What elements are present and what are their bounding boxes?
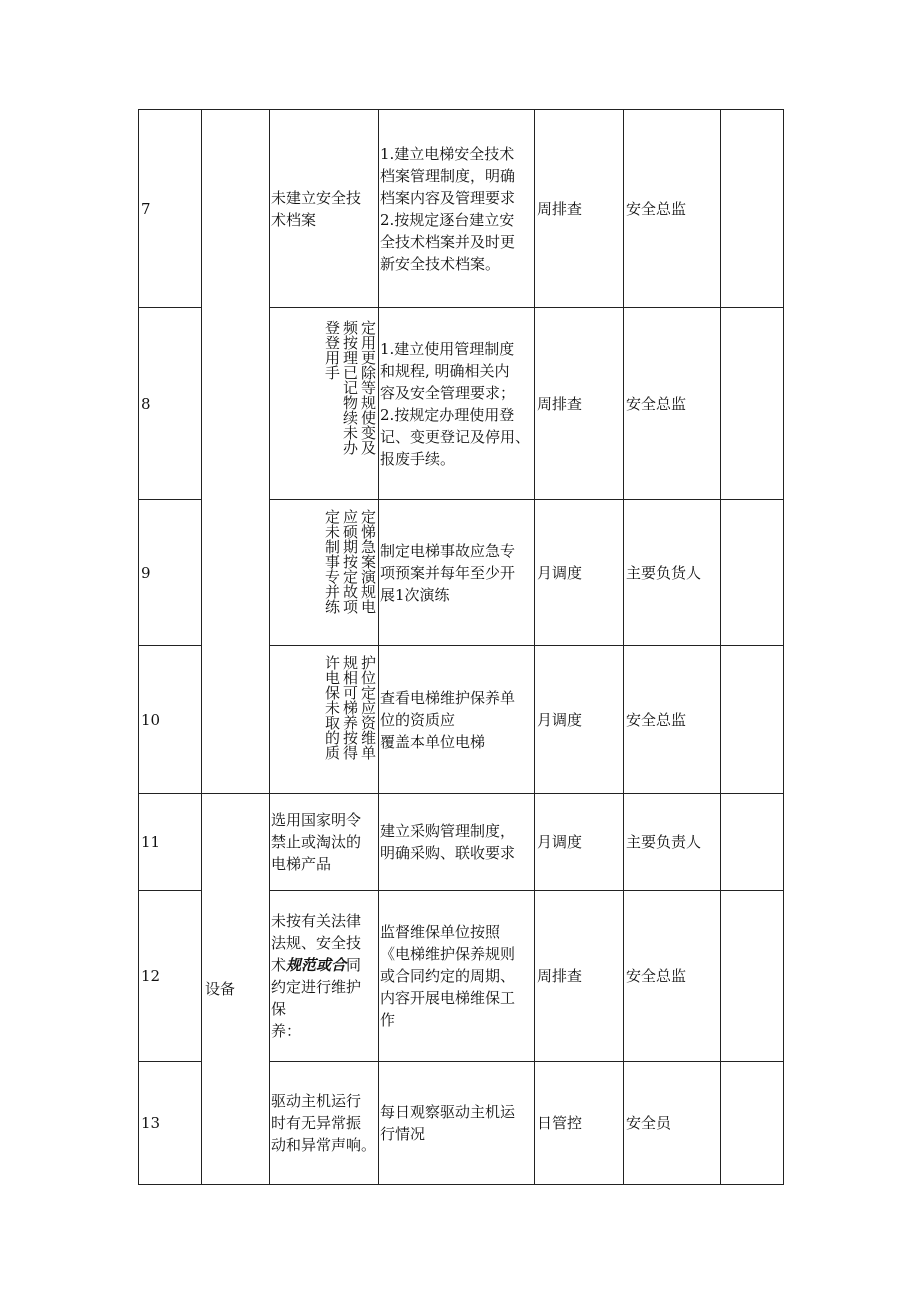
hazard-cell: 定用更除等规使变及 频按理已记物续未办 登登用手 [270, 308, 379, 500]
category-cell [202, 794, 270, 1185]
table-row [139, 110, 784, 308]
hazard-cell: 驱动主机运行 时有无异常振 动和异常声响。 [270, 1062, 379, 1185]
responsible-person: 安全总监 [624, 646, 721, 794]
row-number: 12 [139, 891, 202, 1062]
empty-cell [721, 500, 784, 646]
control-level: 日管控 [535, 1062, 624, 1185]
responsible-person: 主要负货人 [624, 500, 721, 646]
control-level: 月调度 [535, 646, 624, 794]
row-number: 10 [139, 646, 202, 794]
measures-cell: 制定电梯事故应急专 项预案并每年至少开 展1次演练 [379, 500, 535, 646]
category-cell [202, 110, 270, 794]
category-label: 设备 [205, 980, 236, 998]
hazard-cell: 选用国家明令 禁止或淘汰的 电梯产品 [270, 794, 379, 891]
empty-cell [721, 308, 784, 500]
hazard-cell: 定悌急案演规电 应硕期按定故项 定未制事专并练 [270, 500, 379, 646]
measures-cell: 1.建立使用管理制度 和规程, 明确相关内 容及安全管理要求； 2.按规定办理使用登 记、变更登记及停用、 报废手续。 [379, 308, 535, 500]
measures-cell: 查看电梯维护保养单 位的资质应 覆盖本单位电梯 [379, 646, 535, 794]
row-number: 11 [139, 794, 202, 891]
measures-cell: 1.建立电梯安全技术 档案管理制度，明确 档案内容及管理要求 2.按规定逐台建立安 全技术档案并及时更 新安全技术档案。 [379, 110, 535, 308]
responsible-person: 主要负责人 [624, 794, 721, 891]
hazard-cell: 护位定应资维单 规相可梯养按得 许电保未取的质 [270, 646, 379, 794]
row-number: 13 [139, 1062, 202, 1185]
row-number: 8 [139, 308, 202, 500]
empty-cell [721, 794, 784, 891]
control-level: 周排查 [535, 308, 624, 500]
row-number: 9 [139, 500, 202, 646]
control-level: 月调度 [535, 794, 624, 891]
hazard-cell: 未按有关法律 法规、安全技 术规范或合同 约定进行维护 保 养： [270, 891, 379, 1062]
control-level: 周排查 [535, 891, 624, 1062]
measures-cell: 每日观察驱动主机运 行情况 [379, 1062, 535, 1185]
responsible-person: 安全总监 [624, 891, 721, 1062]
hazard-cell: 未建立安全技 术档案 [270, 110, 379, 308]
row-number: 7 [139, 110, 202, 308]
empty-cell [721, 110, 784, 308]
measures-cell: 建立采购管理制度， 明确采购、联收要求 [379, 794, 535, 891]
control-level: 月调度 [535, 500, 624, 646]
empty-cell [721, 646, 784, 794]
table-row [139, 794, 784, 891]
responsible-person: 安全员 [624, 1062, 721, 1185]
hazard-table [138, 109, 784, 1185]
measures-cell: 监督维保单位按照 《电梯维护保养规则 或合同约定的周期、 内容开展电梯维保工 作 [379, 891, 535, 1062]
responsible-person: 安全总监 [624, 110, 721, 308]
empty-cell [721, 1062, 784, 1185]
responsible-person: 安全总监 [624, 308, 721, 500]
empty-cell [721, 891, 784, 1062]
control-level: 周排查 [535, 110, 624, 308]
